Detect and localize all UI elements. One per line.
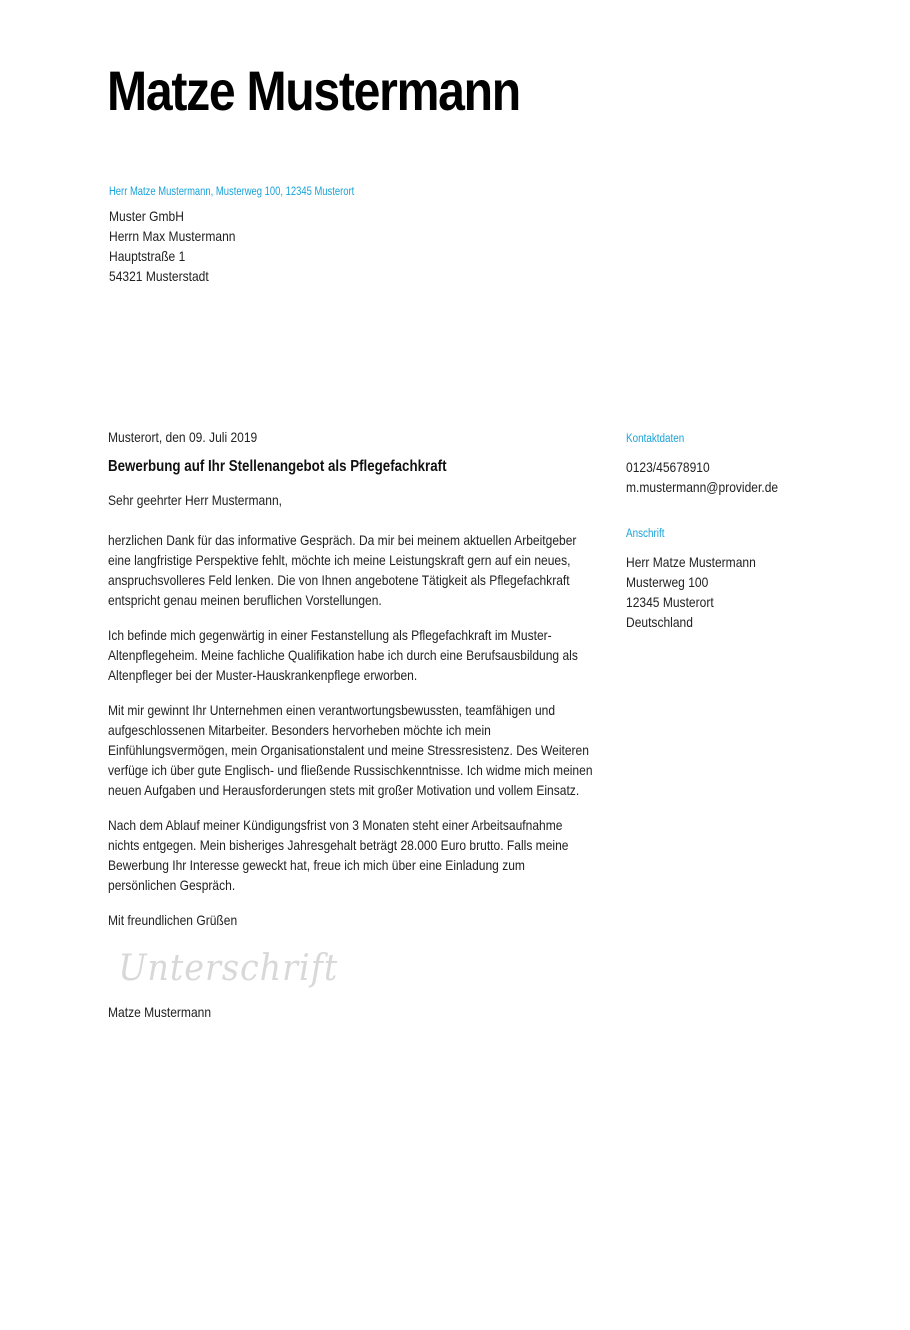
contact-section xyxy=(626,432,832,497)
address-street: Musterweg 100 xyxy=(626,574,709,590)
recipient-company: Muster GmbH xyxy=(109,208,184,224)
contact-phone: 0123/45678910 xyxy=(626,459,710,475)
sender-return-address: Herr Matze Mustermann, Musterweg 100, 12345 Musterort xyxy=(109,186,355,198)
address-section xyxy=(626,527,832,632)
letter-subject: Bewerbung auf Ihr Stellenangebot als Pflegefachkraft xyxy=(108,458,447,475)
address-heading: Anschrift xyxy=(626,528,665,540)
recipient-person: Herrn Max Mustermann xyxy=(109,228,236,244)
contact-email: m.mustermann@provider.de xyxy=(626,479,779,495)
address-country: Deutschland xyxy=(626,614,693,630)
signature-area xyxy=(108,944,349,1002)
letter-paragraph: Nach dem Ablauf meiner Kündigungsfrist von 3 Monaten steht einer Arbeitsaufnahme nichts entgegen. Mein bisheriges Jahresgehalt beträgt 28.000 Euro brutto. Falls meine Bewerbung Ihr Interesse geweckt hat, freue ich mich über eine Einladung zum persönlichen Gespräch. xyxy=(108,817,569,893)
signature-placeholder: Unterschrift xyxy=(118,948,339,989)
address-name: Herr Matze Mustermann xyxy=(626,554,756,570)
sidebar xyxy=(626,432,832,632)
letter-paragraph: Mit mir gewinnt Ihr Unternehmen einen verantwortungsbewussten, teamfähigen und aufgeschlossenen Mitarbeiter. Besonders hervorheben möchte ich mein Einfühlungsvermögen, mein Organisationstalent und meine Stressresistenz. Des Weiteren verfüge ich über gute Englisch- und fließende Russischkenntnisse. Ich widme mich meinen neuen Aufgaben und Herausforderungen stets mit großer Motivation und vollem Einsatz. xyxy=(108,702,593,798)
letter-closing: Mit freundlichen Grüßen xyxy=(108,912,238,928)
signer-name: Matze Mustermann xyxy=(108,1004,212,1020)
address-lines xyxy=(626,552,832,632)
recipient-street: Hauptstraße 1 xyxy=(109,248,186,264)
letter-date: Musterort, den 09. Juli 2019 xyxy=(108,429,258,445)
address-city: 12345 Musterort xyxy=(626,594,714,610)
letter-paragraph: Ich befinde mich gegenwärtig in einer Festanstellung als Pflegefachkraft im Muster-Altenpflegeheim. Meine fachliche Qualifikation habe ich durch eine Berufsausbildung als Altenpfleger bei der Muster-Hauskrankenpflege erworben. xyxy=(108,627,578,683)
applicant-name-title: Matze Mustermann xyxy=(107,59,520,122)
letter-salutation: Sehr geehrter Herr Mustermann, xyxy=(108,492,282,508)
letter-paragraph: herzlichen Dank für das informative Gespräch. Da mir bei meinem aktuellen Arbeitgeber eine langfristige Perspektive fehlt, möchte ich meine Leistungskraft gern auf ein neues, anspruchsvolleres Feld lenken. Die von Ihnen angebotene Tätigkeit als Pflegefachkraft entspricht genau meinen beruflichen Vorstellungen. xyxy=(108,532,577,608)
contact-heading: Kontaktdaten xyxy=(626,433,685,445)
contact-lines xyxy=(626,457,832,497)
letter-body xyxy=(108,427,594,1022)
recipient-city: 54321 Musterstadt xyxy=(109,268,209,284)
recipient-address xyxy=(109,206,235,286)
